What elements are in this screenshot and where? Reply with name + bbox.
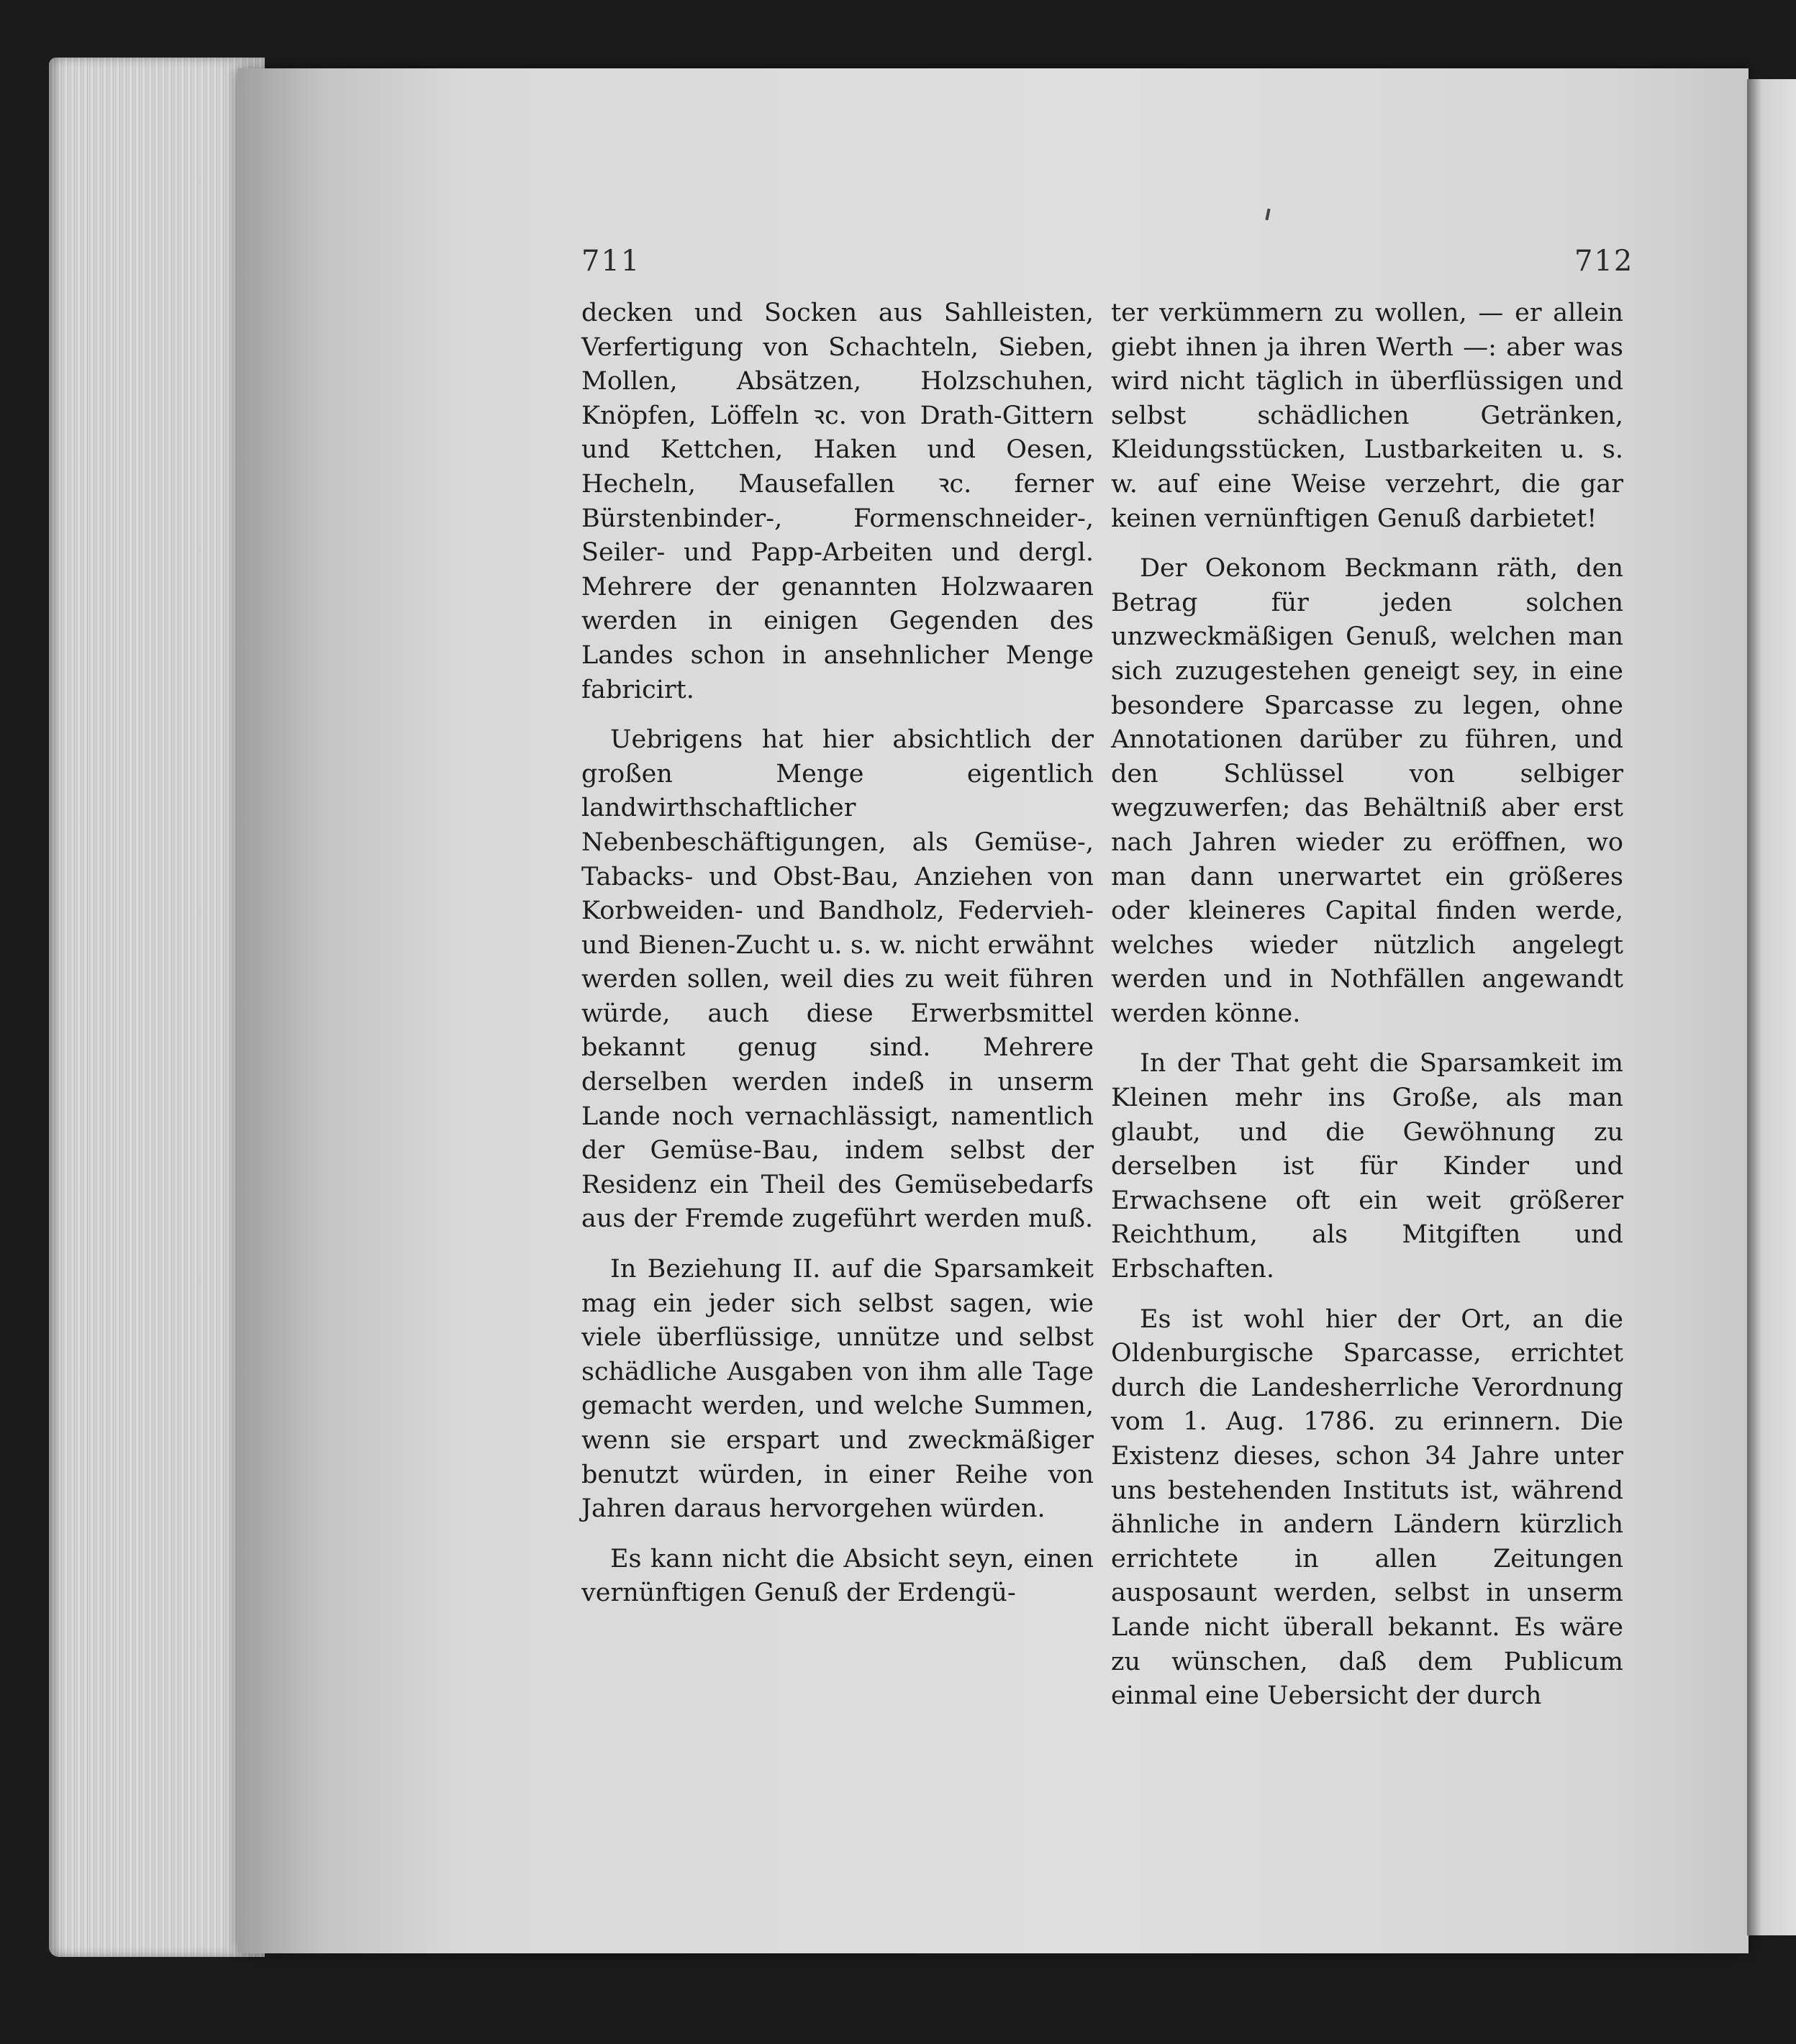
paragraph: ter verkümmern zu wollen, — er allein giebt ihnen ja ihren Werth —: aber was wird nicht täglich in überflüssigen und selbst schädlichen Getränken, Kleidungsstücken, Lustbarkeiten u. s. w. auf eine Weise verzehrt, die gar keinen vernünftigen Genuß darbietet! [1111, 299, 1623, 533]
text-column-left [581, 296, 1094, 1627]
page-stack-edges [49, 58, 265, 1957]
paragraph: In Beziehung II. auf die Sparsamkeit mag ein jeder sich selbst sagen, wie viele überflüssige, unnütze und selbst schädliche Ausgaben von ihm alle Tage gemacht werden, und welche Summen, wenn sie erspart und zweckmäßiger benutzt würden, in einer Reihe von Jahren daraus hervorgehen würden. [581, 1255, 1094, 1524]
paragraph: Es ist wohl hier der Ort, an die Oldenburgische Sparcasse, errichtet durch die Landesherrliche Verordnung vom 1. Aug. 1786. zu erinnern. Die Existenz dieses, schon 34 Jahre unter uns bestehenden Instituts ist, während ähnliche in andern Ländern kürzlich errichtete in allen Zeitungen ausposaunt werden, selbst in unserm Lande nicht überall bekannt. Es wäre zu wünschen, daß dem Publicum einmal eine Uebersicht der durch [1111, 1304, 1623, 1711]
paragraph: decken und Socken aus Sahlleisten, Verfertigung von Schachteln, Sieben, Mollen, Absätzen, Holzschuhen, Knöpfen, Löffeln ꝛc. von Drath-Gittern und Kettchen, Haken und Oesen, Hecheln, Mausefallen ꝛc. ferner Bürstenbinder-, Formenschneider-, Seiler- und Papp-Arbeiten und dergl. Mehrere der genannten Holzwaaren werden in einigen Gegenden des Landes schon in ansehnlicher Menge fabricirt. [581, 299, 1094, 704]
page-number-right: 712 [1574, 245, 1634, 278]
paragraph: Uebrigens hat hier absichtlich der großen Menge eigentlich landwirthschaftlicher Nebenbeschäftigungen, als Gemüse-, Tabacks- und Obst-Bau, Anziehen von Korbweiden- und Bandholz, Federvieh- und Bienen-Zucht u. s. w. nicht erwähnt werden sollen, weil dies zu weit führen würde, auch diese Erwerbsmittel bekannt genug sind. Mehrere derselben werden indeß in unserm Lande noch vernachlässigt, namentlich der Gemüse-Bau, indem selbst der Residenz ein Theil des Gemüsebedarfs aus der Fremde zugeführt werden muß. [581, 725, 1094, 1234]
paragraph: Es kann nicht die Absicht seyn, einen vernünftigen Genuß der Erdengü- [581, 1544, 1094, 1608]
paragraph: In der That geht die Sparsamkeit im Kleinen mehr ins Große, als man glaubt, und die Gewöhnung zu derselben ist für Kinder und Erwachsene oft ein weit größerer Reichthum, als Mitgiften und Erbschaften. [1111, 1049, 1623, 1284]
page-number-left: 711 [581, 245, 641, 278]
text-column-right [1111, 296, 1623, 1730]
paragraph: Der Oekonom Beckmann räth, den Betrag für jeden solchen unzweckmäßigen Genuß, welchen man sich zuzugestehen geneigt sey, in eine besondere Sparcasse zu legen, ohne Annotationen darüber zu führen, und den Schlüssel von selbiger wegzuwerfen; das Behältniß aber erst nach Jahren wieder zu eröffnen, wo man dann unerwartet ein größeres oder kleineres Capital finden werde, welches wieder nützlich angelegt werden und in Nothfällen angewandt werden könne. [1111, 554, 1623, 1028]
facing-page-edge [1747, 79, 1796, 1935]
